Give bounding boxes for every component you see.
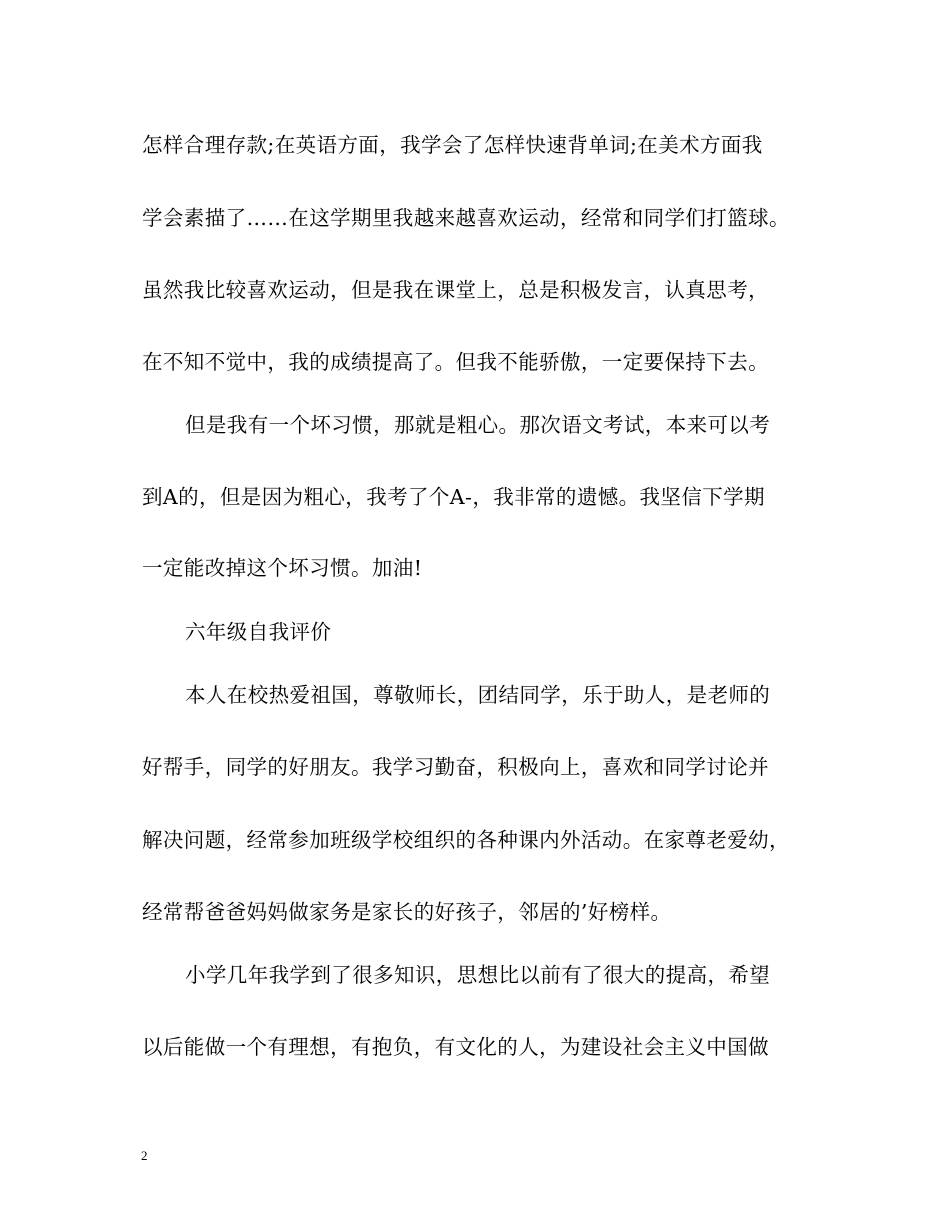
section-heading: 六年级自我评价: [185, 620, 332, 644]
paragraph-first-line: 但是我有一个坏习惯，那就是粗心。那次语文考试，本来可以考: [185, 413, 771, 437]
text-line: 以后能做一个有理想，有抱负，有文化的人，为建设社会主义中国做: [142, 1035, 769, 1059]
page-number: 2: [141, 1148, 148, 1163]
paragraph-first-line: 本人在校热爱祖国，尊敬师长，团结同学，乐于助人，是老师的: [185, 683, 771, 707]
text-line: 学会素描了……在这学期里我越来越喜欢运动，经常和同学们打篮球。: [142, 206, 790, 230]
text-line: 怎样合理存款;在英语方面，我学会了怎样快速背单词;在美术方面我: [142, 133, 763, 157]
text-line: 到A的，但是因为粗心，我考了个A-，我非常的遗憾。我坚信下学期: [142, 485, 765, 509]
text-line: 经常帮爸爸妈妈做家务是家长的好孩子，邻居的’好榜样。: [142, 900, 672, 924]
text-line: 虽然我比较喜欢运动，但是我在课堂上，总是积极发言，认真思考，: [142, 278, 769, 302]
text-line: 在不知不觉中，我的成绩提高了。但我不能骄傲，一定要保持下去。: [142, 350, 769, 374]
paragraph-first-line: 小学几年我学到了很多知识，思想比以前有了很大的提高，希望: [185, 963, 771, 987]
text-line: 解决问题，经常参加班级学校组织的各种课内外活动。在家尊老爱幼，: [142, 828, 790, 852]
text-line: 好帮手，同学的好朋友。我学习勤奋，积极向上，喜欢和同学讨论并: [142, 755, 769, 779]
text-line: 一定能改掉这个坏习惯。加油!: [142, 556, 423, 580]
